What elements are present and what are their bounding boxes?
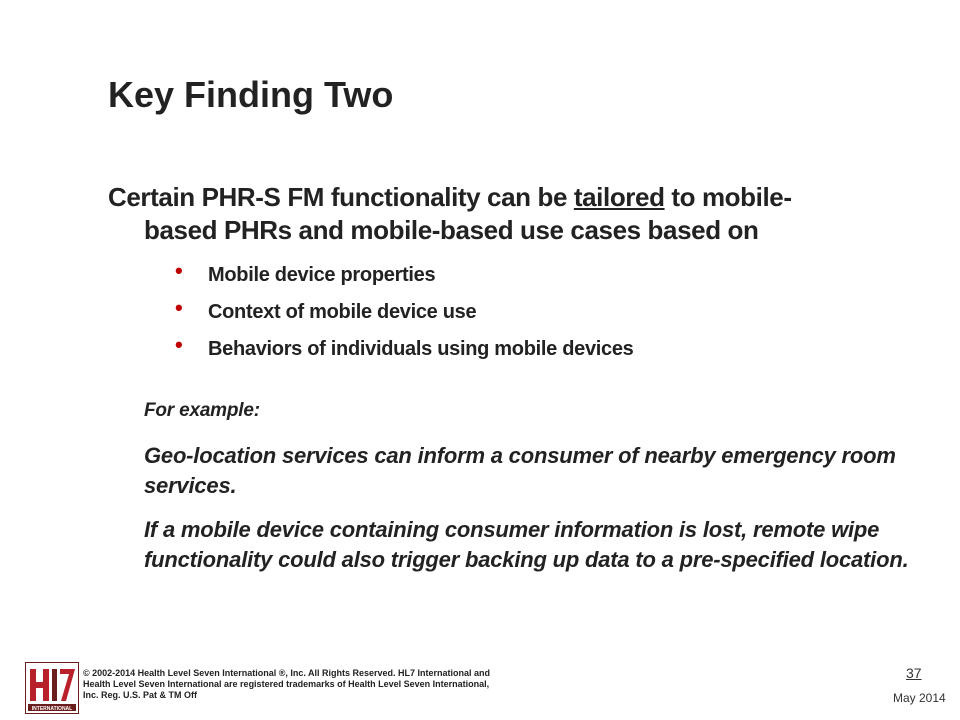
bullet-dot-icon: • [175,295,183,320]
lead-text-part2: to mobile- [664,182,792,212]
hl7-logo [25,662,79,714]
lead-text-line2: based PHRs and mobile-based use cases based on [144,215,759,245]
svg-text:INTERNATIONAL: INTERNATIONAL [31,706,73,712]
copyright-notice: © 2002-2014 Health Level Seven International ®, Inc. All Rights Reserved. HL7 International and Health Level Seven International are registered trademarks of Health Level Seven International, Inc. Reg. U.S. Pat & TM Off [83,668,491,700]
bullet-text: Behaviors of individuals using mobile devices [208,338,634,360]
bullet-dot-icon: • [175,332,183,357]
slide-title: Key Finding Two [108,74,394,115]
bullet-item [175,297,634,334]
bullet-dot-icon: • [175,258,183,283]
bullet-text: Context of mobile device use [208,301,477,323]
bullet-item [175,260,634,297]
lead-paragraph [108,181,908,247]
example-item: If a mobile device containing consumer information is lost, remote wipe functionality could also trigger backing up data to a pre-specified location. [144,517,909,572]
bullet-text: Mobile device properties [208,264,436,286]
hl7-logo-icon [26,663,78,713]
bullet-list [175,260,634,371]
lead-text-part1: Certain PHR-S FM functionality can be [108,182,574,212]
bullet-item [175,334,634,371]
page-number: 37 [906,665,922,681]
lead-underlined-word: tailored [573,182,665,212]
example-item: Geo-location services can inform a consumer of nearby emergency room services. [144,443,896,498]
example-label: For example: [144,400,260,421]
footer-date: May 2014 [893,691,946,705]
